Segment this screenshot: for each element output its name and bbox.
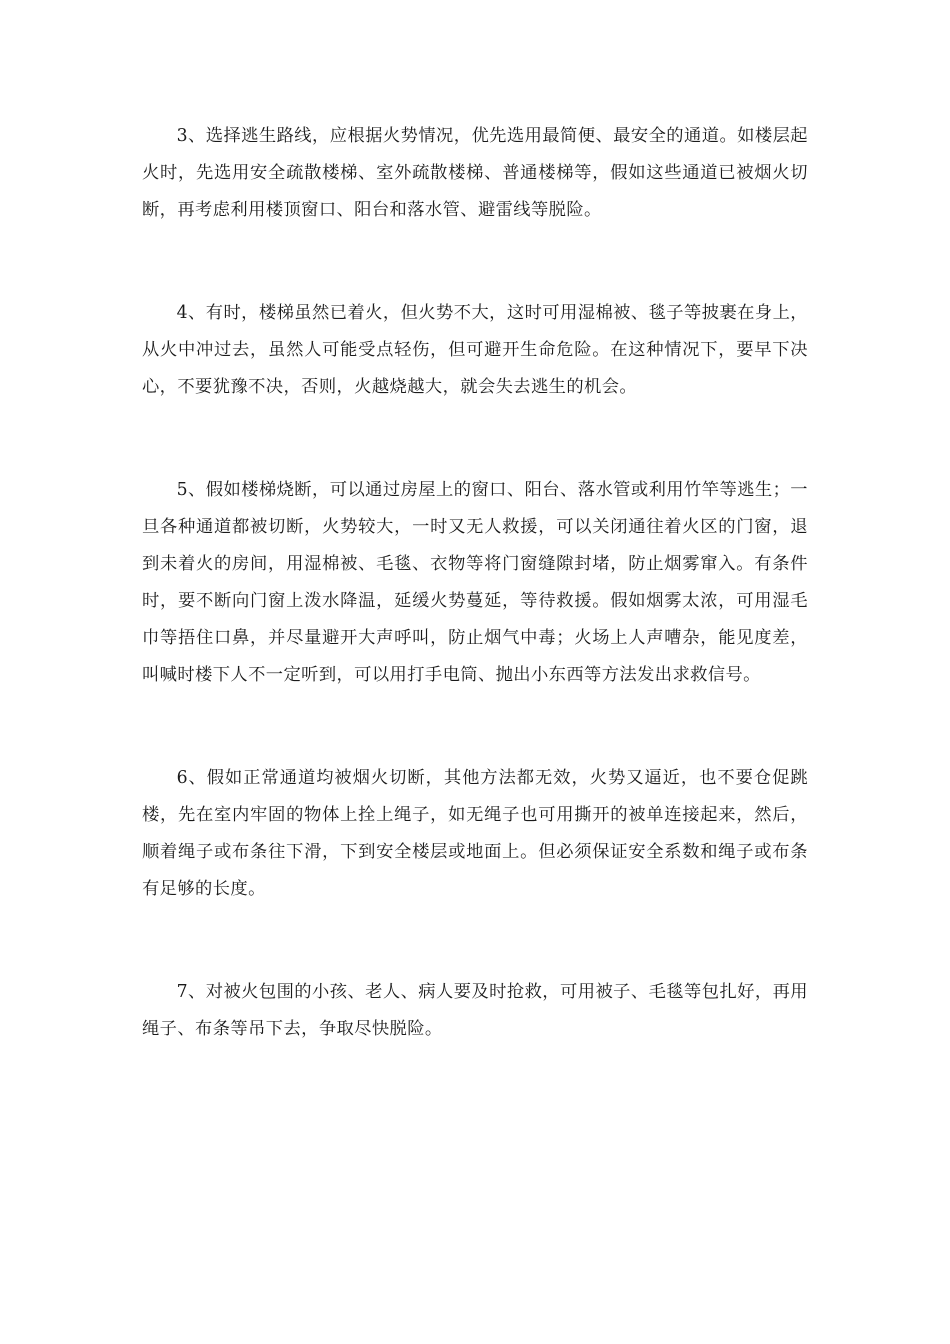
document-body bbox=[142, 118, 808, 1048]
paragraph-spacer bbox=[142, 406, 808, 472]
paragraph-3: 3、选择逃生路线，应根据火势情况，优先选用最简便、最安全的通道。如楼层起火时，先选用安全疏散楼梯、室外疏散楼梯、普通楼梯等，假如这些通道已被烟火切断，再考虑利用楼顶窗口、阳台和落水管、避雷线等脱险。 bbox=[142, 126, 808, 220]
paragraph-6: 6、假如正常通道均被烟火切断，其他方法都无效，火势又逼近，也不要仓促跳楼，先在室内牢固的物体上拴上绳子，如无绳子也可用撕开的被单连接起来，然后，顺着绳子或布条往下滑，下到安全楼层或地面上。但必须保证安全系数和绳子或布条有足够的长度。 bbox=[142, 768, 808, 899]
paragraph-5: 5、假如楼梯烧断，可以通过房屋上的窗口、阳台、落水管或利用竹竿等逃生；一旦各种通道都被切断，火势较大，一时又无人救援，可以关闭通往着火区的门窗，退到未着火的房间，用湿棉被、毛毯、衣物等将门窗缝隙封堵，防止烟雾窜入。有条件时，要不断向门窗上泼水降温，延缓火势蔓延，等待救援。假如烟雾太浓，可用湿毛巾等捂住口鼻，并尽量避开大声呼叫，防止烟气中毒；火场上人声嘈杂，能见度差，叫喊时楼下人不一定听到，可以用打手电筒、抛出小东西等方法发出求救信号。 bbox=[142, 480, 808, 685]
paragraph-spacer bbox=[142, 694, 808, 760]
paragraph-7: 7、对被火包围的小孩、老人、病人要及时抢救，可用被子、毛毯等包扎好，再用绳子、布条等吊下去，争取尽快脱险。 bbox=[142, 982, 808, 1039]
paragraph-spacer bbox=[142, 229, 808, 295]
paragraph-4: 4、有时，楼梯虽然已着火，但火势不大，这时可用湿棉被、毯子等披裹在身上，从火中冲过去，虽然人可能受点轻伤，但可避开生命危险。在这种情况下，要早下决心，不要犹豫不决，否则，火越烧越大，就会失去逃生的机会。 bbox=[142, 303, 808, 397]
paragraph-spacer bbox=[142, 908, 808, 974]
